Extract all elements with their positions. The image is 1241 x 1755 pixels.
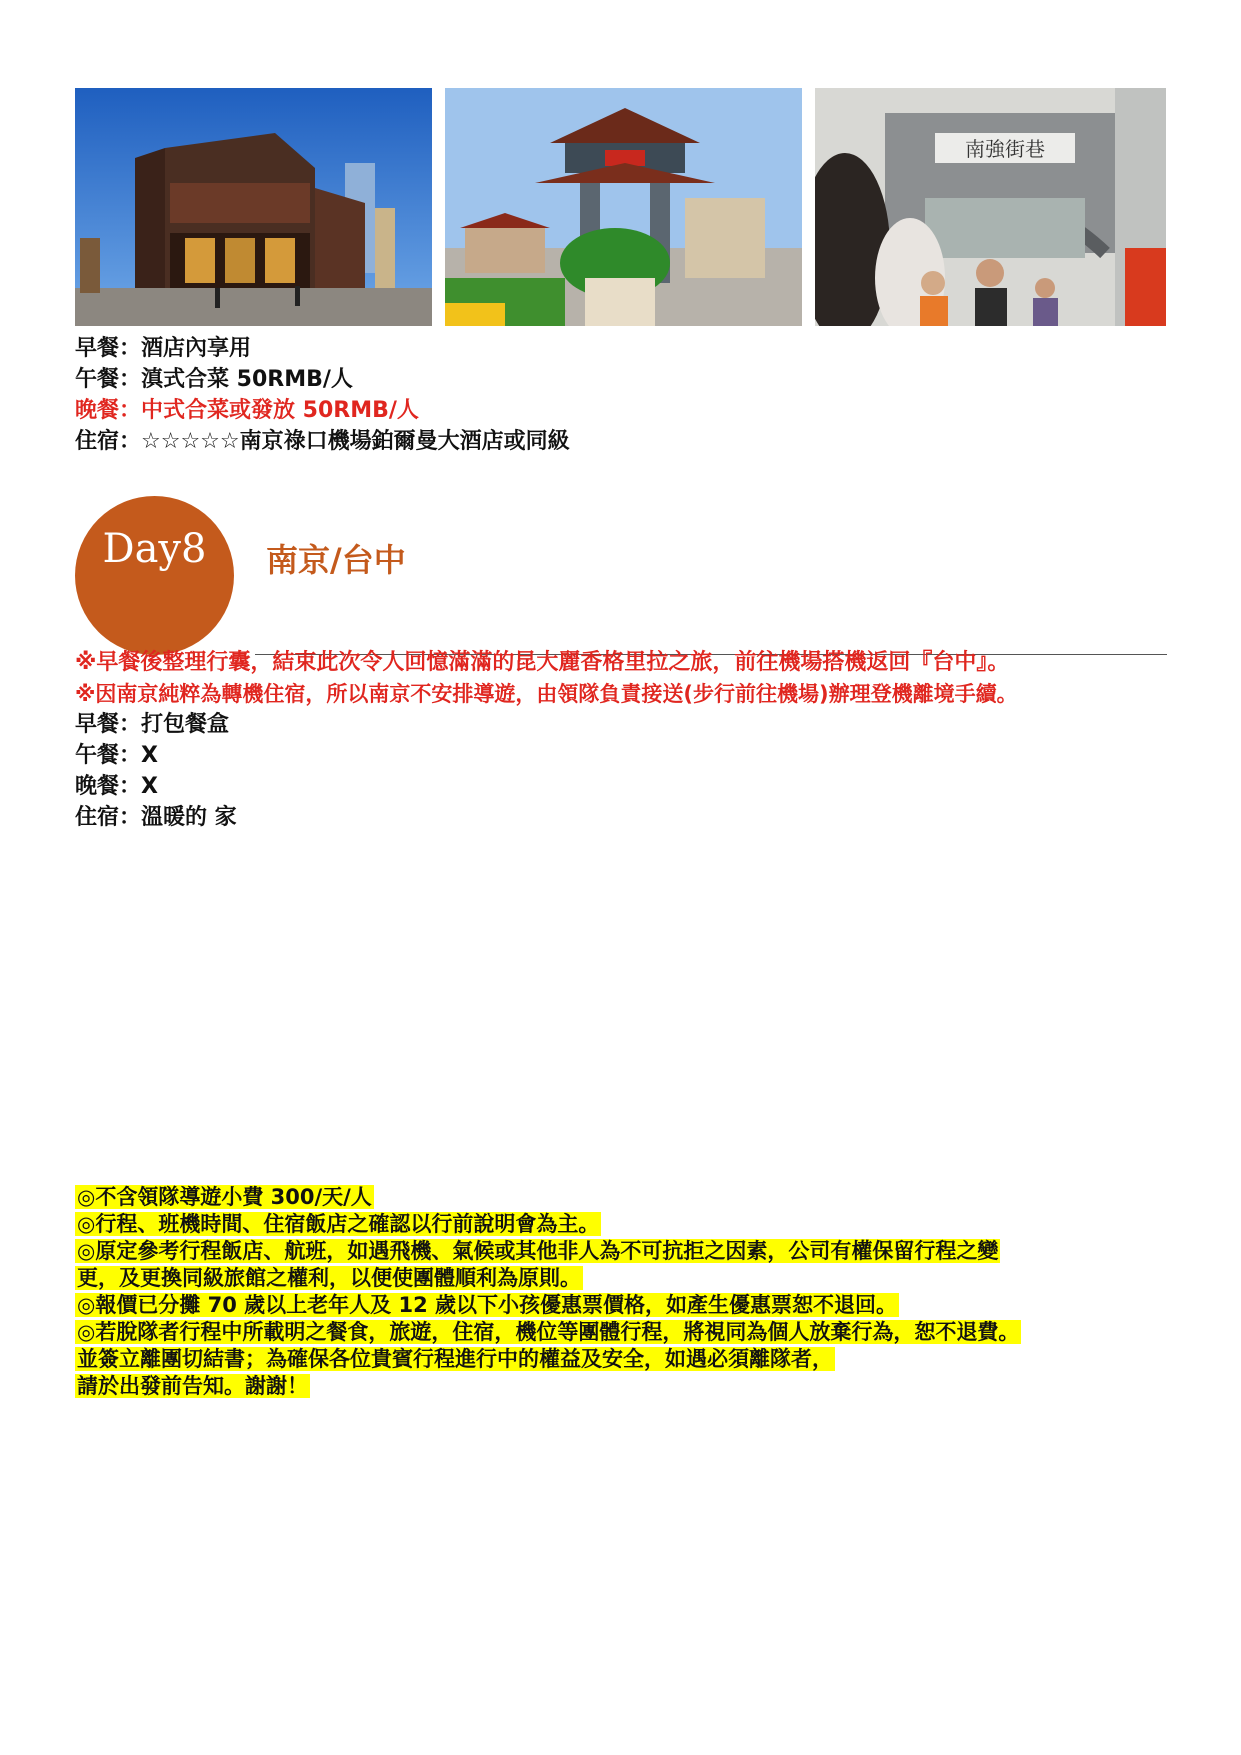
photo-street-gate-crowd (815, 88, 1166, 326)
notice-text: ◎原定參考行程飯店、航班，如遇飛機、氣候或其他非人為不可抗拒之因素，公司有權保留行程之變 (77, 1239, 999, 1263)
meal-value: 滇式合菜 50RMB/人 (141, 367, 353, 392)
notice-text: 更，及更換同級旅館之權利，以便使團體順利為原則。 (77, 1266, 581, 1290)
meal-label: 住宿： (75, 429, 142, 454)
photo-storefront-street (75, 88, 432, 326)
notice-line (75, 1292, 899, 1319)
notice-text: ◎若脫隊者行程中所載明之餐食，旅遊，住宿，機位等團體行程，將視同為個人放棄行為，恕不退費。 (77, 1320, 1020, 1344)
day8-breakfast (75, 710, 229, 740)
day8-dinner (75, 772, 158, 802)
meal-value: 酒店內享用 (141, 336, 252, 361)
day8-note: ※因南京純粹為轉機住宿，所以南京不安排導遊，由領隊負責接送(步行前往機場)辦理登機離境手續。 (75, 682, 1018, 706)
day7-dinner (75, 396, 419, 426)
notice-text: ◎報價已分攤 70 歲以上老年人及 12 歲以下小孩優惠票價格，如產生優惠票恕不退回。 (77, 1293, 898, 1317)
day8-hotel (75, 803, 237, 833)
meal-value: 打包餐盒 (141, 712, 230, 737)
meal-label: 晚餐： (75, 774, 142, 799)
notice-line (75, 1238, 1000, 1265)
photo-memorial-archway (445, 88, 802, 326)
notice-line (75, 1184, 374, 1211)
notice-text: 請於出發前告知。謝謝！ (77, 1374, 308, 1398)
notice-line (75, 1373, 310, 1400)
notice-text: ◎行程、班機時間、住宿飯店之確認以行前說明會為主。 (77, 1212, 600, 1236)
meal-label: 晚餐： (75, 398, 142, 423)
notice-line (75, 1211, 601, 1238)
notice-line (75, 1346, 835, 1373)
day7-hotel (75, 427, 570, 457)
meal-value: X (141, 743, 158, 768)
notice-text: 並簽立離團切結書；為確保各位貴賓行程進行中的權益及安全，如遇必須離隊者， (77, 1347, 833, 1371)
meal-value: ☆☆☆☆☆南京祿口機場鉑爾曼大酒店或同級 (141, 429, 570, 454)
day-badge (75, 496, 234, 655)
meal-label: 午餐： (75, 367, 142, 392)
day7-breakfast (75, 334, 251, 364)
day7-lunch (75, 365, 353, 395)
day8-lunch (75, 741, 158, 771)
meal-label: 住宿： (75, 805, 142, 830)
meal-value: X (141, 774, 158, 799)
meal-label: 午餐： (75, 743, 142, 768)
notice-line (75, 1319, 1021, 1346)
gate-sign-text: 南強街巷 (965, 137, 1045, 161)
meal-label: 早餐： (75, 712, 142, 737)
notice-line (75, 1265, 583, 1292)
day-badge-label: Day8 (102, 526, 207, 572)
meal-value: 中式合菜或發放 50RMB/人 (141, 398, 419, 423)
meal-value: 溫暖的 家 (141, 805, 237, 830)
day-title: 南京/台中 (266, 541, 406, 579)
meal-label: 早餐： (75, 336, 142, 361)
notice-text: ◎不含領隊導遊小費 300/天/人 (77, 1185, 372, 1209)
day8-note: ※早餐後整理行囊，結束此次令人回憶滿滿的昆大麗香格里拉之旅，前往機場搭機返回『台中』。 (75, 650, 1010, 675)
